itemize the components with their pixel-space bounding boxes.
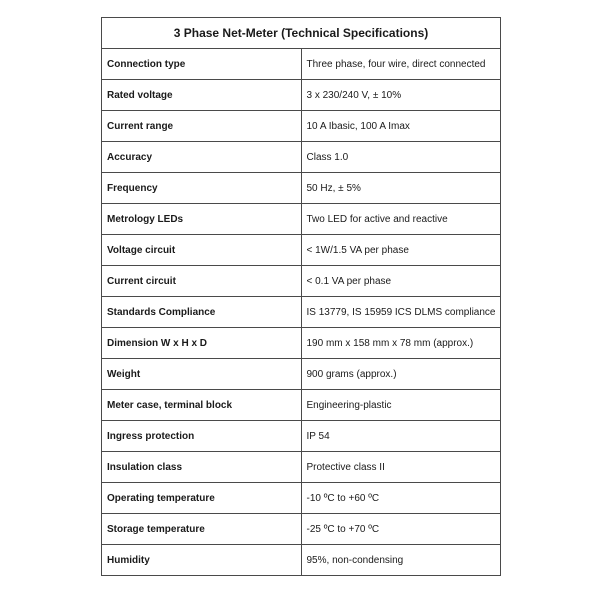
spec-label: Meter case, terminal block [102,390,302,421]
table-row [102,421,501,452]
table-row [102,49,501,80]
table-row [102,142,501,173]
spec-label: Voltage circuit [102,235,302,266]
spec-value: < 1W/1.5 VA per phase [301,235,501,266]
technical-specifications-table [101,17,501,576]
spec-value: 900 grams (approx.) [301,359,501,390]
table-row [102,235,501,266]
table-row [102,204,501,235]
spec-label: Operating temperature [102,483,302,514]
spec-value: 3 x 230/240 V, ± 10% [301,80,501,111]
table-row [102,173,501,204]
spec-value: 190 mm x 158 mm x 78 mm (approx.) [301,328,501,359]
spec-value: < 0.1 VA per phase [301,266,501,297]
spec-label: Current circuit [102,266,302,297]
spec-value: Engineering-plastic [301,390,501,421]
spec-label: Accuracy [102,142,302,173]
spec-value: -25 ºC to +70 ºC [301,514,501,545]
spec-label: Frequency [102,173,302,204]
table-title: 3 Phase Net-Meter (Technical Specifications) [102,18,501,49]
spec-label: Insulation class [102,452,302,483]
spec-label: Ingress protection [102,421,302,452]
table-row [102,266,501,297]
table-row [102,111,501,142]
table-row [102,390,501,421]
table-row [102,452,501,483]
spec-label: Connection type [102,49,302,80]
table-row [102,514,501,545]
spec-value: -10 ºC to +60 ºC [301,483,501,514]
spec-value: IS 13779, IS 15959 ICS DLMS compliance [301,297,501,328]
table-row [102,297,501,328]
spec-label: Metrology LEDs [102,204,302,235]
table-row [102,328,501,359]
table-row [102,80,501,111]
spec-value: 10 A Ibasic, 100 A Imax [301,111,501,142]
table-title-row [102,18,501,49]
table-row [102,483,501,514]
spec-value: IP 54 [301,421,501,452]
spec-value: Three phase, four wire, direct connected [301,49,501,80]
spec-value: Two LED for active and reactive [301,204,501,235]
spec-value: 50 Hz, ± 5% [301,173,501,204]
spec-label: Rated voltage [102,80,302,111]
spec-label: Current range [102,111,302,142]
spec-value: Protective class II [301,452,501,483]
spec-label: Weight [102,359,302,390]
spec-label: Humidity [102,545,302,576]
spec-label: Standards Compliance [102,297,302,328]
spec-label: Storage temperature [102,514,302,545]
table-row [102,545,501,576]
spec-value: Class 1.0 [301,142,501,173]
table-row [102,359,501,390]
spec-value: 95%, non-condensing [301,545,501,576]
spec-label: Dimension W x H x D [102,328,302,359]
